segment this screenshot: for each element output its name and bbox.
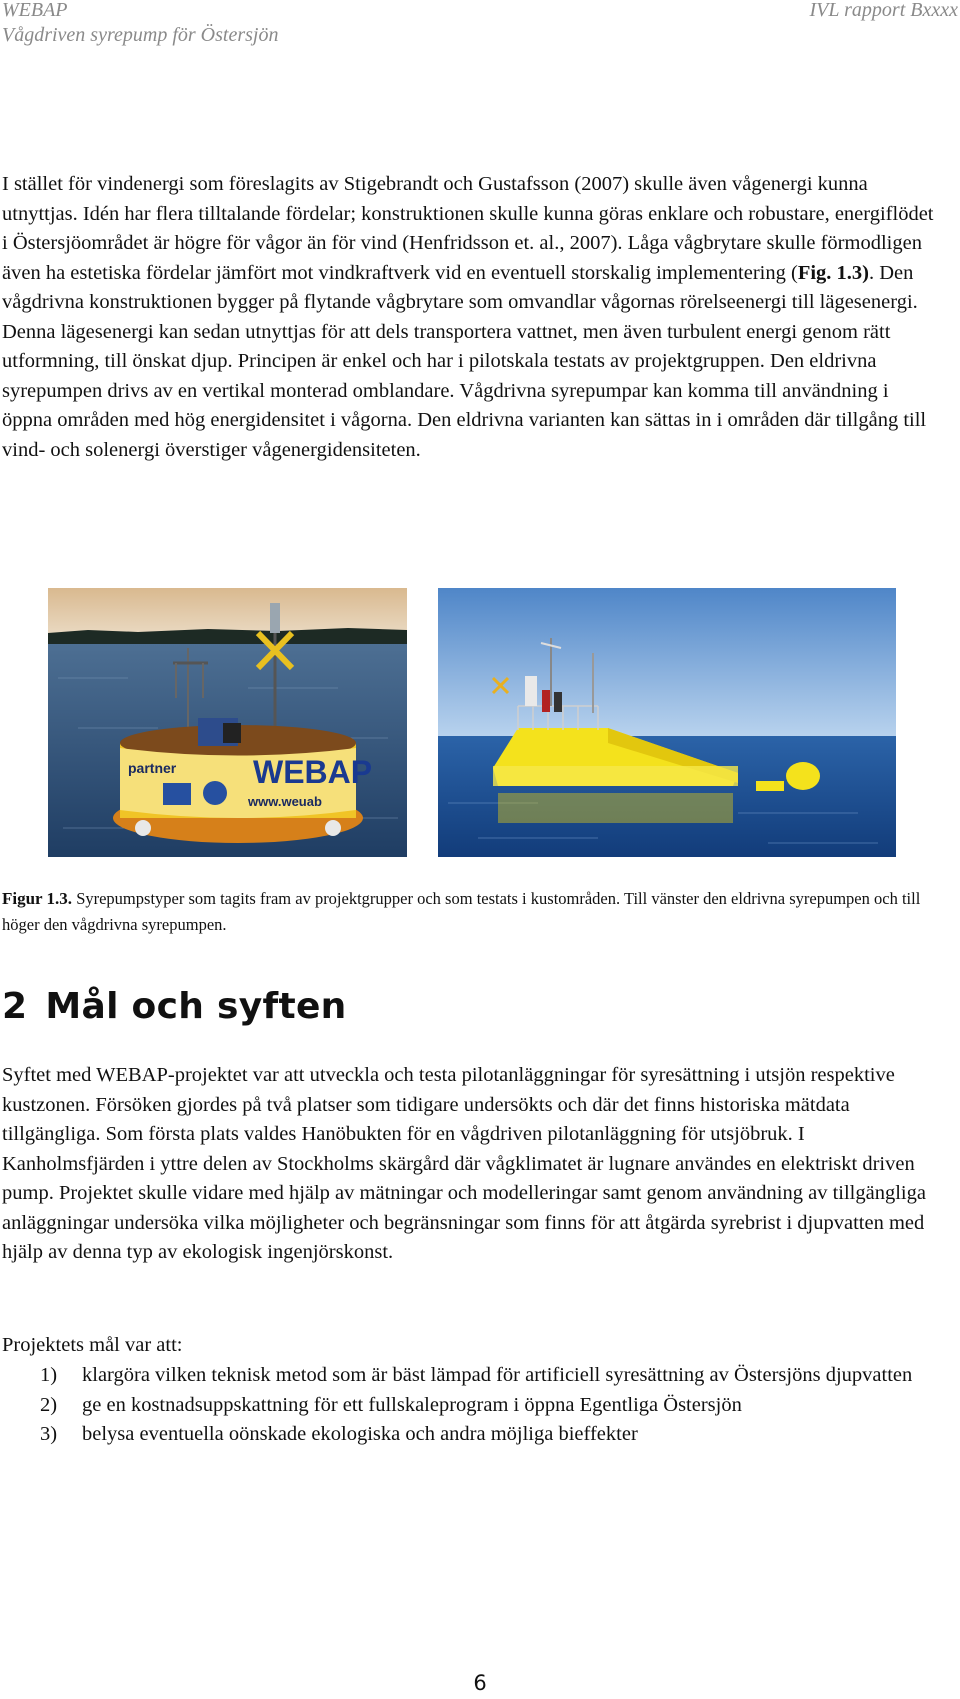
goals-list (40, 1361, 940, 1450)
goal-item (40, 1420, 940, 1450)
header-report: IVL rapport Bxxxx (809, 0, 958, 21)
goal-text: belysa eventuella oönskade ekologiska och andra möjliga bieffekter (82, 1423, 638, 1445)
banner-url: www.weuab (248, 794, 322, 809)
figure-label: Figur 1.3. (2, 889, 73, 908)
goal-number: 1) (40, 1364, 58, 1386)
intro-text-1: I stället för vindenergi som föreslagits av Stigebrandt och Gustafsson (2007) skulle även vågenergi kunna utnyttjas. Idén har flera tilltalande fördelar; konstruktionen skulle kunna göras enklare och robustare, energiflödet i Östersjöområdet är högre för vågor än för vind (Henfridsson et. al., 2007). Låga vågbrytare skulle förmodligen även ha estetiska fördelar jämfört mot vindkraftverk vid en eventuell storskalig implementering ( (2, 173, 934, 284)
page-number: 6 (473, 1671, 487, 1695)
banner-partner: partner (128, 760, 177, 776)
intro-paragraph (2, 170, 937, 465)
goal-number: 3) (40, 1423, 58, 1445)
figure-caption-text: Syrepumpstyper som tagits fram av projektgrupper och som testats i kustområden. Till vänster den eldrivna syrepumpen och till höger den vågdrivna syrepumpen. (2, 889, 921, 934)
goal-number: 2) (40, 1393, 58, 1416)
section-heading (2, 986, 347, 1027)
header-left (2, 0, 278, 48)
goals-intro: Projektets mål var att: (2, 1334, 183, 1356)
intro-text-2: . Den vågdrivna konstruktionen bygger på flytande vågbrytare som omvandlar vågornas rörelseenergi till lägesenergi. Denna lägesenergi kan sedan utnyttjas för att dels transportera vattnet, men även turbulent energi genom rätt utformning, till önskat djup. Principen är enkel och har i pilotskala testats av projektgruppen. Den eldrivna syrepumpen drivs av en vertikal monterad omblandare. Vågdrivna syrepumpar kan komma till användning i öppna områden med hög energidensitet i vågorna. Den eldrivna varianten kan sättas in i områden där tillgång till vind- och solenergi överstiger vågenergidensiteten. (2, 261, 927, 461)
photo-electric-pump (48, 588, 407, 857)
goal-item (40, 1361, 940, 1391)
goal-text: ge en kostnadsuppskattning för ett fullskaleprogram i öppna Egentliga Östersjön (82, 1393, 742, 1416)
goal-item (40, 1391, 940, 1421)
wave-pump-illustration (438, 588, 896, 857)
section-title: Mål och syften (45, 986, 347, 1027)
goal-text: klargöra vilken teknisk metod som är bäst lämpad för artificiell syresättning av Östersjöns djupvatten (82, 1364, 913, 1386)
electric-pump-illustration (48, 588, 407, 857)
header-project: WEBAP (2, 0, 68, 21)
banner-webap: WEBAP (253, 754, 373, 790)
header-subtitle: Vågdriven syrepump för Östersjön (2, 24, 279, 46)
figure-caption (2, 886, 937, 938)
section-number: 2 (2, 986, 28, 1027)
aims-paragraph: Syftet med WEBAP-projektet var att utveckla och testa pilotanläggningar för syresättning i utsjön respektive kustzonen. Försöken gjordes på två platser som tidigare undersökts och där det finns historiska mätdata tillgängliga. Som första plats valdes Hanöbukten för en vågdriven pilotanläggning för utsjöbruk. I Kanholmsfjärden i yttre delen av Stockholms skärgård där vågklimatet är lugnare användes en elektriskt driven pump. Projektet skulle vidare med hjälp av mätningar och modelleringar samt genom användning av tillgängliga anläggningar undersöka vilka möjligheter och begränsningar som finns för att åtgärda syrebrist i djupvatten med hjälp av denna typ av ekologisk ingenjörskonst. (2, 1064, 926, 1263)
figure-reference: Fig. 1.3) (797, 261, 869, 284)
photo-wave-pump (438, 588, 896, 857)
